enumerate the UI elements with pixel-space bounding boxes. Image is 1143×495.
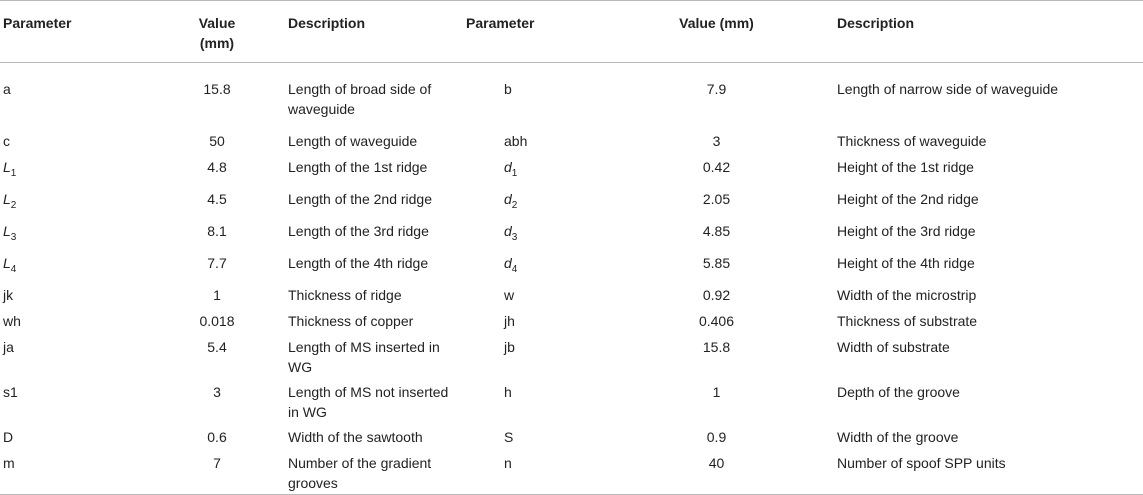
- parameter-cell: [0, 217, 147, 249]
- parameter-cell: [465, 185, 610, 217]
- parameter-cell: ja: [3, 338, 14, 355]
- value-cell: 15.8: [203, 81, 231, 97]
- parameter-cell: [465, 153, 610, 185]
- description-cell: Length of MS not inserted in WG: [288, 383, 449, 420]
- parameter-cell: c: [3, 132, 10, 149]
- parameter-symbol: d: [504, 158, 512, 175]
- parameter-symbol: L: [3, 254, 11, 271]
- parameter-cell: [465, 217, 610, 249]
- header-value-2: Value (mm): [679, 15, 754, 31]
- parameter-cell: [0, 153, 147, 185]
- description-cell: Length of narrow side of waveguide: [837, 81, 1059, 97]
- header-description-1: Description: [288, 15, 366, 31]
- parameter-subscript: 1: [10, 167, 17, 179]
- parameter-cell: D: [3, 428, 14, 445]
- value-cell: 0.92: [702, 286, 731, 303]
- description-cell: Length of broad side of waveguide: [288, 81, 432, 117]
- parameter-cell: n: [504, 454, 512, 471]
- description-cell: Width of the groove: [837, 428, 959, 445]
- description-cell: Width of substrate: [837, 338, 950, 355]
- parameter-subscript: 2: [10, 199, 17, 211]
- parameter-subscript: 3: [10, 231, 17, 243]
- description-cell: Height of the 2nd ridge: [837, 190, 979, 207]
- value-cell: 0.406: [698, 312, 735, 329]
- parameter-subscript: 3: [511, 231, 518, 243]
- description-cell: Length of the 2nd ridge: [288, 190, 433, 207]
- parameter-cell: h: [504, 383, 512, 400]
- description-cell: Length of the 4th ridge: [288, 254, 429, 271]
- parameter-symbol: d: [504, 222, 512, 239]
- value-cell: 7: [213, 454, 221, 471]
- table-row: [0, 249, 1143, 281]
- parameter-cell: b: [504, 81, 512, 97]
- parameter-subscript: 4: [10, 263, 17, 275]
- parameter-symbol: L: [3, 222, 11, 239]
- parameter-cell: jb: [504, 338, 515, 355]
- table-row: [0, 449, 1143, 495]
- header-value-1: Value (mm): [198, 15, 236, 51]
- parameter-cell: w: [504, 286, 515, 303]
- parameter-cell: abh: [504, 132, 528, 149]
- parameter-cell: [0, 249, 147, 281]
- description-cell: Thickness of substrate: [837, 312, 978, 329]
- parameter-symbol: L: [3, 190, 11, 207]
- description-cell: Depth of the groove: [837, 383, 960, 400]
- table-row: [0, 153, 1143, 185]
- table-row: [0, 127, 1143, 153]
- description-cell: Thickness of waveguide: [837, 132, 987, 149]
- table-row: [0, 185, 1143, 217]
- parameter-symbol: L: [3, 158, 11, 175]
- value-cell: 40: [708, 454, 725, 471]
- value-cell: 3: [213, 383, 221, 400]
- parameter-subscript: 1: [511, 167, 518, 179]
- value-cell: 50: [209, 132, 225, 149]
- parameter-cell: a: [3, 81, 11, 97]
- description-cell: Width of the sawtooth: [288, 428, 423, 445]
- parameter-subscript: 2: [511, 199, 518, 211]
- value-cell: 0.6: [207, 428, 227, 445]
- table-row: [0, 307, 1143, 333]
- value-cell: 3: [712, 132, 721, 149]
- value-cell: 0.42: [702, 158, 731, 175]
- parameter-cell: S: [504, 428, 514, 445]
- value-cell: 0.9: [706, 428, 727, 445]
- description-cell: Number of the gradient grooves: [288, 454, 432, 491]
- description-cell: Height of the 4th ridge: [837, 254, 975, 271]
- value-cell: 4.5: [207, 190, 227, 207]
- parameter-symbol: d: [504, 254, 512, 271]
- header-row: [0, 1, 1143, 63]
- value-cell: 8.1: [207, 222, 227, 239]
- parameter-cell: jk: [3, 286, 14, 303]
- parameter-cell: [0, 185, 147, 217]
- description-cell: Length of the 1st ridge: [288, 158, 428, 175]
- parameter-cell: s1: [3, 383, 18, 400]
- value-cell: 5.85: [702, 254, 731, 271]
- value-cell: 0.018: [199, 312, 235, 329]
- description-cell: Width of the microstrip: [837, 286, 977, 303]
- description-cell: Number of spoof SPP units: [837, 454, 1006, 471]
- value-cell: 1: [213, 286, 221, 303]
- description-cell: Length of waveguide: [288, 132, 418, 149]
- value-cell: 2.05: [702, 190, 731, 207]
- table-row: [0, 217, 1143, 249]
- table-row: [0, 333, 1143, 378]
- value-cell: 7.7: [207, 254, 227, 271]
- header-parameter-1: Parameter: [3, 15, 72, 31]
- table-row: [0, 63, 1143, 127]
- value-cell: 15.8: [702, 338, 731, 355]
- description-cell: Thickness of copper: [288, 312, 414, 329]
- value-cell: 1: [712, 383, 721, 400]
- parameter-cell: wh: [3, 312, 21, 329]
- description-cell: Length of MS inserted in WG: [288, 338, 440, 375]
- parameter-cell: m: [3, 454, 15, 471]
- table-row: [0, 378, 1143, 423]
- description-cell: Height of the 3rd ridge: [837, 222, 976, 239]
- description-cell: Thickness of ridge: [288, 286, 402, 303]
- value-cell: 5.4: [207, 338, 227, 355]
- description-cell: Length of the 3rd ridge: [288, 222, 429, 239]
- value-cell: 4.8: [207, 158, 227, 175]
- header-description-2: Description: [837, 15, 915, 31]
- description-cell: Height of the 1st ridge: [837, 158, 974, 175]
- parameter-symbol: d: [504, 190, 512, 207]
- header-parameter-2: Parameter: [466, 15, 535, 31]
- value-cell: 4.85: [702, 222, 731, 239]
- parameter-subscript: 4: [511, 263, 518, 275]
- parameter-cell: jh: [504, 312, 515, 329]
- table-row: [0, 423, 1143, 449]
- value-cell: 7.9: [706, 81, 727, 97]
- parameter-cell: [465, 249, 610, 281]
- table-row: [0, 281, 1143, 307]
